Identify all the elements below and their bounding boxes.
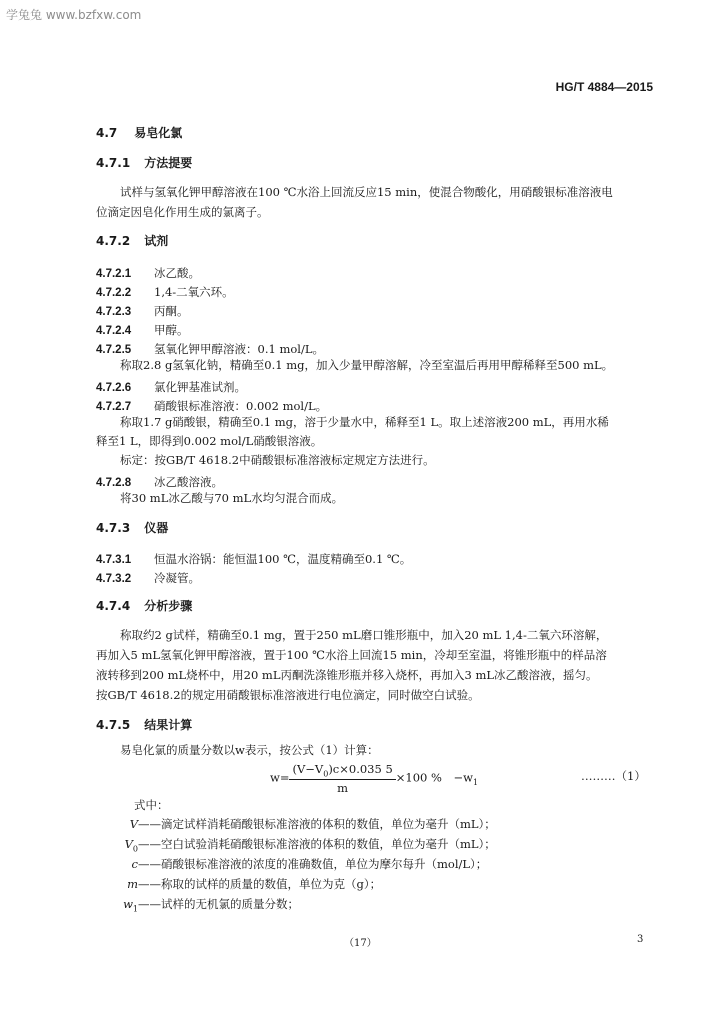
formula-fraction: [289, 762, 395, 795]
item-text: 甲醇。: [154, 323, 189, 337]
formula-1: [270, 762, 478, 795]
subsection-title: 结果计算: [144, 718, 193, 732]
item-text: 丙酮。: [154, 304, 189, 318]
variable-symbol: [0, 817, 138, 833]
reagent-item: [96, 281, 234, 300]
reagent-note: 将30 mL冰乙酸与70 mL水均匀混合而成。: [120, 491, 344, 505]
subsection-number: 4.7.2: [96, 234, 131, 248]
variable-definition: [0, 856, 487, 873]
reagent-item: [96, 376, 246, 395]
formula-denominator: m: [337, 781, 349, 796]
item-text: 恒温水浴锅：能恒温100 ℃，温度精确至0.1 ℃。: [154, 552, 412, 566]
symbol-letter: V: [129, 817, 138, 831]
instrument-item: [96, 548, 411, 567]
variable-definition: [0, 876, 381, 893]
reagent-item: [96, 262, 200, 281]
reagent-item: [96, 319, 189, 338]
variable-symbol: [0, 857, 138, 873]
item-text: 硝酸银标准溶液：0.002 mol/L。: [154, 399, 328, 413]
subsection-heading: [96, 154, 192, 171]
item-number: 4.7.2.1: [96, 268, 132, 280]
procedure-line: 按GB/T 4618.2的规定用硝酸银标准溶液进行电位滴定，同时做空白试验。: [96, 688, 480, 702]
symbol-letter: c: [131, 857, 138, 871]
subsection-heading: [96, 232, 168, 249]
reagent-item: [96, 395, 327, 414]
variable-desc: ——称取的试样的质量的数值，单位为克（g）；: [138, 877, 382, 891]
item-text: 冷凝管。: [154, 571, 200, 585]
item-number: 4.7.2.4: [96, 325, 132, 337]
item-number: 4.7.3.2: [96, 573, 132, 585]
variable-definition: [0, 836, 496, 853]
item-number: 4.7.2.7: [96, 401, 132, 413]
variable-symbol: [0, 877, 138, 893]
item-number: 4.7.2.6: [96, 382, 132, 394]
summary-line: 位滴定因皂化作用生成的氯离子。: [96, 205, 269, 219]
subsection-title: 试剂: [144, 234, 169, 248]
item-text: 氯化钾基准试剂。: [154, 380, 246, 394]
subsection-title: 仪器: [144, 521, 169, 535]
numerator-text: (V−V: [292, 762, 324, 776]
procedure-line: 液转移到200 mL烧杯中，用20 mL丙酮洗涤锥形瓶并移入烧杯，再加入3 mL冰乙酸溶液，摇匀。: [96, 668, 598, 682]
watermark: 学兔兔 www.bzfxw.com: [6, 8, 142, 22]
subsection-number: 4.7.5: [96, 718, 131, 732]
procedure-line: 再加入5 mL氢氧化钾甲醇溶液，置于100 ℃水浴上回流15 min，冷却至室温，将锥形瓶中的样品溶: [96, 648, 607, 662]
subsection-title: 方法提要: [144, 156, 193, 170]
numerator-rest: )c×0.035 5: [328, 762, 393, 776]
summary-line: 试样与氢氧化钾甲醇溶液在100 ℃水浴上回流反应15 min，使混合物酸化，用硝酸银标准溶液电: [120, 185, 613, 199]
item-text: 氢氧化钾甲醇溶液：0.1 mol/L。: [154, 342, 324, 356]
variable-definition: [0, 816, 496, 833]
variable-desc: ——试样的无机氯的质量分数；: [138, 897, 299, 911]
symbol-sub: 1: [132, 904, 138, 914]
item-text: 冰乙酸。: [154, 266, 200, 280]
subsection-title: 分析步骤: [144, 599, 193, 613]
item-number: 4.7.2.8: [96, 477, 132, 489]
variable-desc: ——滴定试样消耗硝酸银标准溶液的体积的数值，单位为毫升（mL）；: [138, 817, 496, 831]
formula-tail-sub: 1: [472, 777, 479, 787]
section-heading: [96, 124, 182, 141]
item-number: 4.7.2.5: [96, 344, 132, 356]
subsection-heading: [96, 716, 192, 733]
subsection-number: 4.7.3: [96, 521, 131, 535]
procedure-line: 称取约2 g试样，精确至0.1 mg，置于250 mL磨口锥形瓶中，加入20 mL 1,4-二氧六环溶解，: [120, 628, 608, 642]
formula-numerator: [289, 762, 395, 780]
symbol-letter: V: [124, 837, 133, 851]
variable-symbol: [0, 897, 138, 913]
section-number: 4.7: [96, 126, 118, 140]
section-title: 易皂化氯: [134, 126, 183, 140]
reagent-item: [96, 300, 189, 319]
item-text: 冰乙酸溶液。: [154, 475, 223, 489]
reagent-item: [96, 338, 324, 357]
formula-number: ………（1）: [581, 769, 646, 783]
where-label: 式中：: [134, 798, 169, 812]
standard-code: HG/T 4884—2015: [555, 80, 653, 94]
subsection-heading: [96, 519, 168, 536]
reagent-note: 释至1 L，即得到0.002 mol/L硝酸银溶液。: [96, 434, 323, 448]
formula-tail: ×100 % −w: [395, 770, 473, 785]
reagent-note: 称取2.8 g氢氧化钠，精确至0.1 mg，加入少量甲醇溶解，冷至室温后再用甲醇稀释至500 mL。: [120, 358, 614, 372]
formula-lhs: w=: [270, 770, 290, 785]
variable-definition: [0, 896, 299, 913]
variable-desc: ——空白试验消耗硝酸银标准溶液的体积的数值，单位为毫升（mL）；: [138, 837, 496, 851]
subsection-number: 4.7.4: [96, 599, 131, 613]
variable-symbol: [0, 837, 138, 853]
reagent-item: [96, 471, 223, 490]
subsection-heading: [96, 597, 192, 614]
item-text: 1,4-二氧六环。: [154, 285, 234, 299]
item-number: 4.7.2.2: [96, 287, 132, 299]
calc-intro: 易皂化氯的质量分数以w表示，按公式（1）计算：: [120, 743, 379, 757]
item-number: 4.7.2.3: [96, 306, 132, 318]
subsection-number: 4.7.1: [96, 156, 131, 170]
page-number: 3: [637, 934, 644, 945]
item-number: 4.7.3.1: [96, 554, 132, 566]
variable-desc: ——硝酸银标准溶液的浓度的准确数值，单位为摩尔每升（mol/L）；: [138, 857, 488, 871]
symbol-letter: w: [123, 897, 133, 911]
instrument-item: [96, 567, 200, 586]
symbol-sub: 0: [132, 844, 138, 854]
footer-page-ref: （17）: [344, 938, 377, 949]
numerator-sub: 0: [323, 769, 329, 779]
reagent-note: 称取1.7 g硝酸银，精确至0.1 mg，溶于少量水中，稀释至1 L。取上述溶液200 mL，再用水稀: [120, 415, 609, 429]
symbol-letter: m: [127, 877, 138, 891]
reagent-note: 标定：按GB/T 4618.2中硝酸银标准溶液标定规定方法进行。: [120, 453, 435, 467]
